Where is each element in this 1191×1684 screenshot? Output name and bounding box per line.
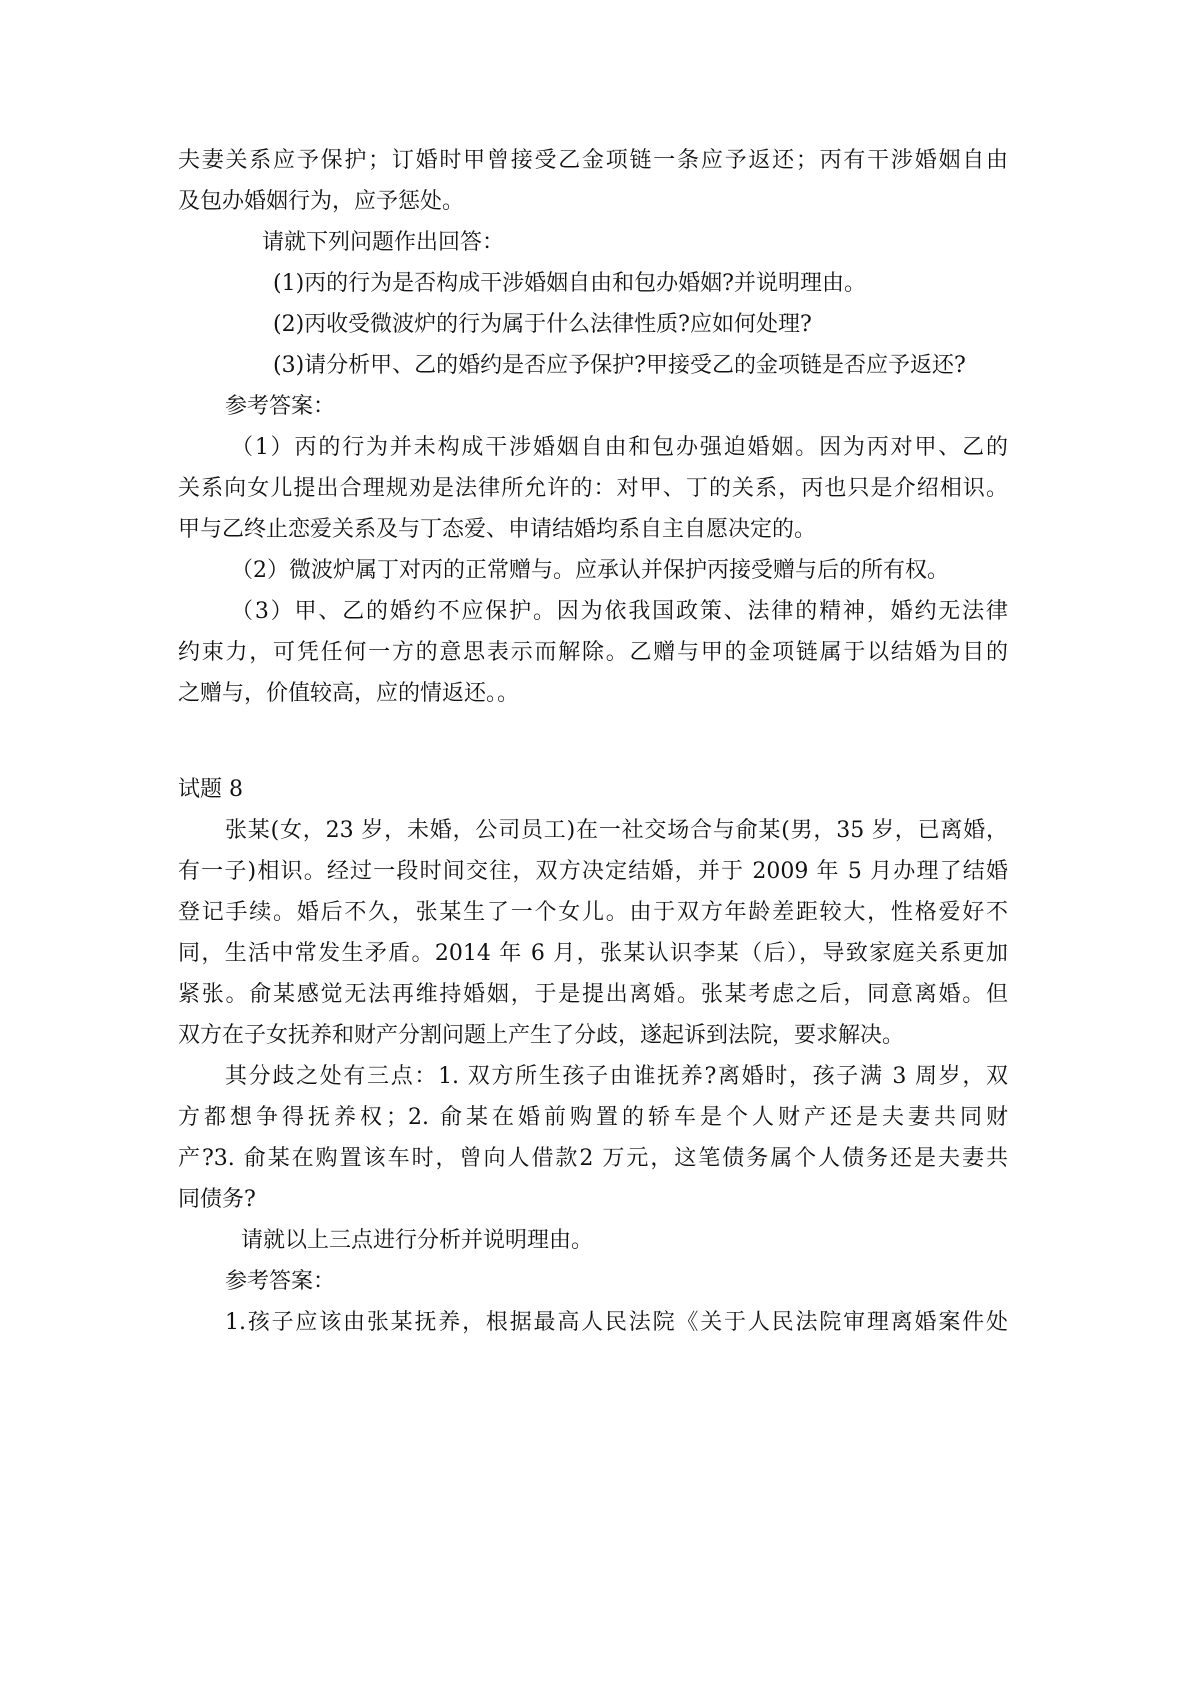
case-line: 同，生活中常发生矛盾。2014 年 6 月，张某认识李某（后），导致家庭关系更加 xyxy=(178,941,1008,966)
question-1: (1)丙的行为是否构成干涉婚姻自由和包办婚姻?并说明理由。 xyxy=(273,271,866,296)
document-body xyxy=(178,140,1008,1343)
answer-2-line-1: 1.孩子应该由张某抚养，根据最高人民法院《关于人民法院审理离婚案件处 xyxy=(225,1310,1008,1335)
answer-1-paragraph xyxy=(178,427,1008,550)
question-2: (2)丙收受微波炉的行为属于什么法律性质?应如何处理? xyxy=(273,312,812,337)
disputes-line: 同债务? xyxy=(178,1187,256,1212)
question-prompt: 请就下列问题作出回答： xyxy=(262,230,505,255)
answer-3-line: （3）甲、乙的婚约不应保护。因为依我国政策、法律的精神，婚约无法律 xyxy=(231,599,1008,624)
disputes-line: 产?3. 俞某在购置该车时，曾向人借款2 万元，这笔债务属个人债务还是夫妻共 xyxy=(178,1146,1008,1171)
disputes-paragraph xyxy=(178,1056,1008,1220)
question-3: (3)请分析甲、乙的婚约是否应予保护?甲接受乙的金项链是否应予返还? xyxy=(273,353,966,378)
section-title: 试题 8 xyxy=(178,777,243,802)
case-line: 登记手续。婚后不久，张某生了一个女儿。由于双方年龄差距较大，性格爱好不 xyxy=(178,900,1008,925)
answer-3-line: 之赠与，价值较高，应的情返还。。 xyxy=(178,681,520,706)
disputes-line: 其分歧之处有三点：1. 双方所生孩子由谁抚养?离婚时，孩子满 3 周岁，双 xyxy=(225,1064,1008,1089)
case-line: 张某(女，23 岁，未婚，公司员工)在一社交场合与俞某(男，35 岁，已离婚， xyxy=(225,818,1008,843)
case-paragraph xyxy=(178,810,1008,1056)
intro-line-1: 夫妻关系应予保护；订婚时甲曾接受乙金项链一条应予返还；丙有干涉婚姻自由 xyxy=(178,148,1008,173)
answer-3-paragraph xyxy=(178,591,1008,714)
disputes-line: 方都想争得抚养权；2. 俞某在婚前购置的轿车是个人财产还是夫妻共同财 xyxy=(178,1105,1008,1130)
case-line: 紧张。俞某感觉无法再维持婚姻，于是提出离婚。张某考虑之后，同意离婚。但 xyxy=(178,982,1008,1007)
answer-1-line: 甲与乙终止恋爱关系及与丁态爱、申请结婚均系自主自愿决定的。 xyxy=(178,517,817,542)
answer-heading-2: 参考答案： xyxy=(225,1269,336,1294)
intro-line-2: 及包办婚姻行为，应予惩处。 xyxy=(178,189,465,214)
answer-1-line: 关系向女儿提出合理规劝是法律所允许的：对甲、丁的关系，丙也只是介绍相识。 xyxy=(178,476,1008,501)
answer-2-paragraph: （2）微波炉属丁对丙的正常赠与。应承认并保护丙接受赠与后的所有权。 xyxy=(231,558,949,583)
analysis-prompt: 请就以上三点进行分析并说明理由。 xyxy=(241,1228,594,1253)
case-line: 有一子)相识。经过一段时间交往，双方决定结婚，并于 2009 年 5 月办理了结婚 xyxy=(178,859,1008,884)
answer-3-line: 约束力，可凭任何一方的意思表示而解除。乙赠与甲的金项链属于以结婚为目的 xyxy=(178,640,1008,665)
section-gap xyxy=(178,714,1008,769)
answer-heading-1: 参考答案： xyxy=(225,394,336,419)
answer-1-line: （1）丙的行为并未构成干涉婚姻自由和包办强迫婚姻。因为丙对甲、乙的 xyxy=(231,435,1008,460)
case-line: 双方在子女抚养和财产分割问题上产生了分歧，遂起诉到法院，要求解决。 xyxy=(178,1023,905,1048)
